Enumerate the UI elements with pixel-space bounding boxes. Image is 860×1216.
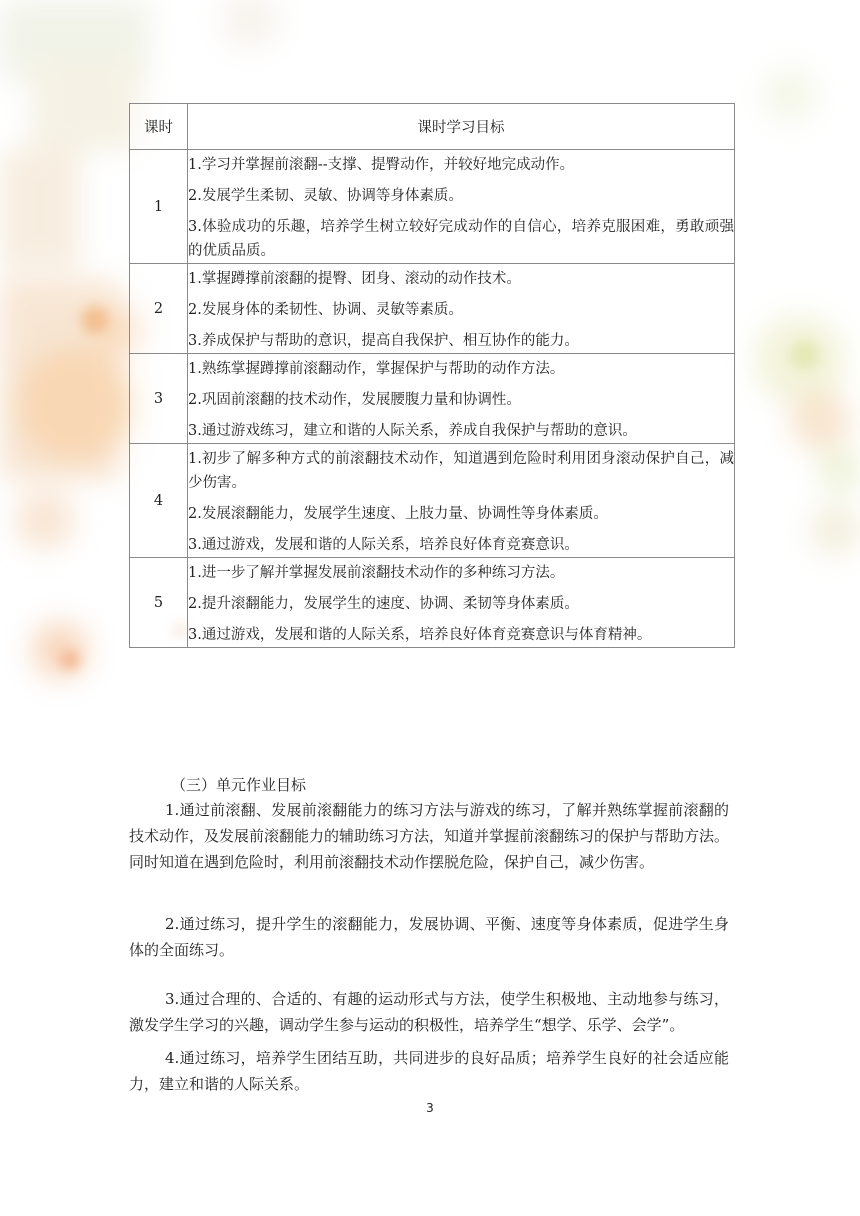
lesson-number: 2 (130, 264, 188, 354)
objective-paragraph: 3.通过合理的、合适的、有趣的运动形式与方法，使学生积极地、主动地参与练习，激发学生学习的兴趣，调动学生参与运动的积极性，培养学生“想学、乐学、会学”。 (129, 990, 729, 1034)
table-row (130, 264, 735, 354)
section-title: （三）单元作业目标 (171, 776, 307, 794)
goal-item: 3.通过游戏练习，建立和谐的人际关系，养成自我保护与帮助的意识。 (188, 423, 637, 439)
goal-item: 3.体验成功的乐趣，培养学生树立较好完成动作的自信心，培养克服困难，勇敢顽强的优质品质。 (188, 219, 734, 259)
lesson-goals-cell (188, 558, 735, 648)
lesson-goals-cell (188, 264, 735, 354)
lesson-number: 3 (130, 354, 188, 444)
header-goals: 课时学习目标 (188, 104, 735, 150)
goal-item: 1.熟练掌握蹲撑前滚翻动作，掌握保护与帮助的动作方法。 (188, 361, 565, 377)
table-row (130, 354, 735, 444)
goal-item: 1.掌握蹲撑前滚翻的提臀、团身、滚动的动作技术。 (188, 271, 521, 287)
lesson-goals-table (129, 103, 735, 648)
objective-paragraph: 4.通过练习，培养学生团结互助，共同进步的良好品质；培养学生良好的社会适应能力，建立和谐的人际关系。 (129, 1049, 729, 1093)
goal-item: 2.提升滚翻能力，发展学生的速度、协调、柔韧等身体素质。 (188, 596, 579, 612)
goal-item: 3.通过游戏，发展和谐的人际关系，培养良好体育竞赛意识。 (188, 537, 579, 553)
goal-item: 3.通过游戏，发展和谐的人际关系，培养良好体育竞赛意识与体育精神。 (188, 627, 652, 643)
table-row (130, 444, 735, 558)
objective-paragraph: 1.通过前滚翻、发展前滚翻能力的练习方法与游戏的练习，了解并熟练掌握前滚翻的技术动作，及发展前滚翻能力的辅助练习方法，知道并掌握前滚翻练习的保护与帮助方法。同时知道在遇到危险时，利用前滚翻技术动作摆脱危险，保护自己，减少伤害。 (129, 801, 730, 871)
lesson-goals-cell (188, 150, 735, 264)
page-number: 3 (426, 1101, 434, 1115)
goal-item: 1.进一步了解并掌握发展前滚翻技术动作的多种练习方法。 (188, 565, 565, 581)
goal-item: 2.发展学生柔韧、灵敏、协调等身体素质。 (188, 188, 463, 204)
goal-item: 1.学习并掌握前滚翻--支撑、提臀动作，并较好地完成动作。 (188, 157, 575, 173)
table-header-row (130, 104, 735, 150)
goal-item: 2.发展滚翻能力，发展学生速度、上肢力量、协调性等身体素质。 (188, 506, 608, 522)
lesson-goals-cell (188, 354, 735, 444)
lesson-goals-cell (188, 444, 735, 558)
goal-item: 3.养成保护与帮助的意识，提高自我保护、相互协作的能力。 (188, 333, 579, 349)
lesson-number: 5 (130, 558, 188, 648)
objective-paragraph: 2.通过练习，提升学生的滚翻能力，发展协调、平衡、速度等身体素质，促进学生身体的全面练习。 (129, 915, 729, 959)
lesson-number: 1 (130, 150, 188, 264)
lesson-number: 4 (130, 444, 188, 558)
table-row (130, 558, 735, 648)
table-row (130, 150, 735, 264)
header-lesson: 课时 (130, 104, 188, 150)
goal-item: 2.巩固前滚翻的技术动作，发展腰腹力量和协调性。 (188, 392, 521, 408)
goal-item: 1.初步了解多种方式的前滚翻技术动作，知道遇到危险时利用团身滚动保护自己，减少伤害。 (188, 451, 734, 491)
goal-item: 2.发展身体的柔韧性、协调、灵敏等素质。 (188, 302, 463, 318)
